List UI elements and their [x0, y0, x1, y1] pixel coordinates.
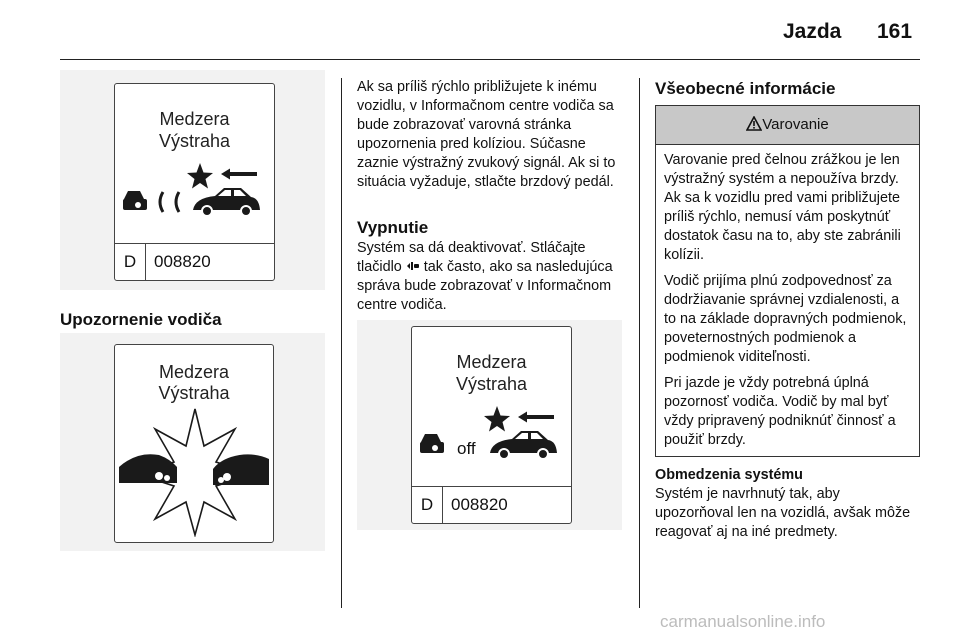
- odometer-value: 008820: [154, 252, 211, 271]
- signal-arc-icon: [160, 192, 179, 212]
- warning-body: [656, 145, 919, 450]
- warning-paragraph: Vodič prijíma plnú zodpovednosť za dodržiavanie správnej vzdialenosti, a to na základe dopravných podmienok, poveternostných podmienok a podmienok viditeľnosti.: [664, 273, 907, 365]
- collision-graphic: [115, 407, 273, 537]
- arrow-left-icon: [221, 169, 257, 180]
- warning-paragraph: Pri jazde je vždy potrebná úplná pozornosť vodiča. Vodič by mal byť vždy pripravený podniknúť činnosť a použiť brzdy.: [664, 375, 896, 448]
- panel-title-line2: Výstraha: [455, 374, 528, 394]
- warning-triangle-icon: [746, 116, 762, 131]
- panel-title-line1: Medzera: [159, 109, 230, 129]
- warning-header: [656, 106, 919, 145]
- odometer-row: [115, 243, 274, 280]
- figure-gap-warning: [60, 70, 325, 290]
- watermark: carmanualsonline.info: [660, 612, 826, 631]
- section-heading-off: Vypnutie: [357, 218, 429, 237]
- warning-paragraph: Varovanie pred čelnou zrážkou je len výstražný systém a nepoužíva brzdy. Ak sa k vozidlu pred vami približujete príliš rýchlo, nemusí vám poskytnúť dostatok času na to, aby ste zabránili kolízii.: [664, 152, 901, 263]
- car-side-icon: [490, 431, 557, 459]
- page-number: 161: [877, 20, 913, 43]
- drive-indicator: D: [412, 487, 443, 523]
- section-heading-general: Všeobecné informácie: [655, 79, 836, 98]
- figure-warning-off: [357, 320, 622, 530]
- car-side-icon: [193, 188, 260, 216]
- collision-star-icon: [484, 406, 510, 432]
- warning-box: [655, 105, 920, 457]
- car-front-icon: [123, 191, 147, 210]
- odometer-value: 008820: [451, 495, 508, 514]
- car-front-icon: [119, 454, 177, 483]
- display-panel: [114, 344, 274, 543]
- intro-paragraph: Ak sa príliš rýchlo približujete k inému vozidlu, v Informačnom centre vodiča sa bude zobrazovať varovná stránka upozornenia pred kolíziou. Súčasne zaznie výstražný zvukový signál. Ak si to situácia vyžaduje, stlačte brzdový pedál.: [357, 79, 616, 190]
- off-text-part1: Systém sa dá deaktivovať. Stláčajte tlačidlo: [357, 240, 586, 275]
- car-front-icon: [420, 434, 444, 453]
- warning-label: Varovanie: [762, 116, 829, 133]
- status-off-label: off: [457, 439, 476, 458]
- column-divider-right: [639, 78, 640, 608]
- drive-indicator: D: [115, 244, 146, 280]
- gap-warning-graphic: [115, 160, 274, 230]
- subheading-limits: Obmedzenia systému: [655, 467, 803, 483]
- chapter-title: Jazda: [783, 20, 842, 43]
- limits-paragraph: Systém je navrhnutý tak, aby upozorňoval len na vozidlá, avšak môže reagovať aj na iné predmety.: [655, 486, 911, 540]
- car-side-icon: [213, 454, 269, 485]
- arrow-left-icon: [518, 412, 554, 423]
- display-panel: [411, 326, 572, 524]
- panel-title-line2: Výstraha: [158, 131, 231, 151]
- display-panel: [114, 83, 275, 281]
- odometer-row: [412, 486, 571, 523]
- off-text-part2: tak často, ako sa nasledujúca správa bude zobrazovať v Informačnom centre vodiča.: [357, 259, 613, 313]
- collision-star-icon: [187, 163, 213, 189]
- column-divider-left: [341, 78, 342, 608]
- header-divider: [60, 59, 920, 60]
- warning-off-graphic: [412, 403, 571, 473]
- gap-button-icon: [406, 260, 420, 272]
- off-paragraph: [357, 239, 629, 315]
- panel-title-line1: Medzera: [456, 352, 527, 372]
- section-heading-driver-alert: Upozornenie vodiča: [60, 310, 222, 329]
- panel-title-line1: Medzera: [158, 362, 230, 382]
- panel-title-line2: Výstraha: [158, 383, 230, 403]
- figure-collision-warning: [60, 333, 325, 551]
